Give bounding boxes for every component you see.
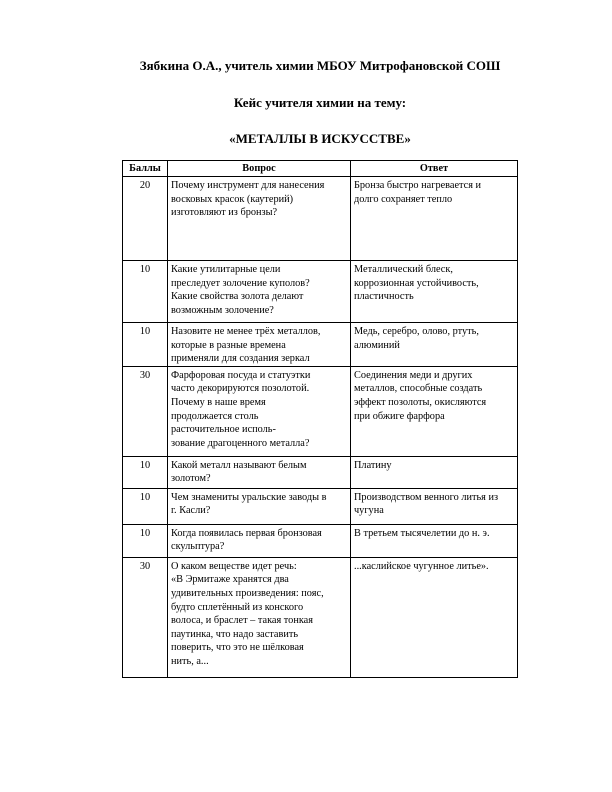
score-cell: 10 [123,524,168,557]
answer-line: Производством венного литья из [354,491,499,503]
table-row [123,557,518,677]
question-line: продолжается столь [171,410,259,422]
question-cell [168,488,351,524]
column-header-answer: Ответ [351,161,518,177]
answer-line: чугуна [354,505,384,517]
score-cell: 10 [123,261,168,323]
column-header-score: Баллы [123,161,168,177]
answer-line: Бронза быстро нагревается и [354,180,482,191]
table-header-row [123,161,518,177]
author-line: Зябкина О.А., учитель химии МБОУ Митрофановской СОШ [139,58,501,73]
question-line: применяли для создания зеркал [171,353,310,365]
question-line: восковых красок (каутерий) [171,193,294,205]
answer-line: эффект позолоты, окисляются [354,396,487,408]
question-line: Какие свойства золота делают [171,291,304,303]
answer-cell [351,456,518,488]
question-line: удивительных произведения: пояс, [171,587,324,599]
answer-line: Металлический блеск, [354,264,453,275]
answer-line: при обжиге фарфора [354,410,445,422]
question-cell [168,524,351,557]
answer-line: коррозионная устойчивость, [354,277,479,289]
answer-line: Соединения меди и других [354,369,473,381]
question-line: поверить, что это не шёлковая [171,642,304,654]
question-line: золотом? [171,473,211,485]
question-line: Чем знамениты уральские заводы в [171,491,327,503]
answer-cell [351,557,518,677]
table-row [123,261,518,323]
answer-line: Медь, серебро, олово, ртуть, [354,326,479,337]
column-header-question: Вопрос [168,161,351,177]
answer-cell [351,177,518,261]
question-line: расточительное исполь- [171,424,276,436]
table-row [123,366,518,456]
question-line: преследует золочение куполов? [171,277,310,289]
answer-cell [351,261,518,323]
document-title: «МЕТАЛЛЫ В ИСКУССТВЕ» [229,131,411,146]
qa-table [122,160,518,678]
question-line: часто декорируются позолотой. [171,383,310,395]
question-line: Какие утилитарные цели [171,264,281,275]
table-row [123,323,518,367]
score-cell: 30 [123,366,168,456]
question-line: изготовляют из бронзы? [171,207,278,219]
answer-cell [351,366,518,456]
question-line: Когда появилась первая бронзовая [171,527,322,539]
question-line: которые в разные времена [171,339,286,351]
question-line: О каком веществе идет речь: [171,560,297,572]
question-cell [168,456,351,488]
question-cell [168,177,351,261]
question-cell [168,557,351,677]
table-row [123,456,518,488]
question-line: возможным золочение? [171,304,274,316]
score-cell: 30 [123,557,168,677]
table-row [123,488,518,524]
question-line: Назовите не менее трёх металлов, [171,326,321,337]
case-subtitle: Кейс учителя химии на тему: [233,95,407,110]
table-row [123,177,518,261]
question-cell [168,323,351,367]
score-cell: 10 [123,456,168,488]
answer-cell [351,323,518,367]
answer-line: долго сохраняет тепло [354,193,453,205]
question-line: зование драгоценного металла? [171,437,310,449]
question-cell [168,366,351,456]
question-line: скульптура? [171,541,225,553]
question-line: волоса, и браслет – такая тонкая [171,615,313,627]
question-line: Фарфоровая посуда и статуэтки [171,369,311,381]
question-cell [168,261,351,323]
answer-line: металлов, способные создать [354,383,483,395]
question-line: паутинка, что надо заставить [171,628,299,640]
question-line: «В Эрмитаже хранятся два [171,574,289,586]
question-line: Какой металл называют белым [171,459,307,471]
answer-cell [351,488,518,524]
question-line: Почему в наше время [171,396,266,408]
answer-line: ...каслийское чугунное литье». [354,560,489,572]
question-line: г. Касли? [171,505,211,517]
answer-line: Платину [354,459,392,471]
table-row [123,524,518,557]
answer-line: пластичность [354,291,414,303]
answer-cell [351,524,518,557]
score-cell: 10 [123,323,168,367]
question-line: нить, а... [171,655,209,667]
question-line: Почему инструмент для нанесения [171,180,325,191]
score-cell: 20 [123,177,168,261]
answer-line: алюминий [354,339,400,351]
answer-line: В третьем тысячелетии до н. э. [354,527,490,539]
question-line: будто сплетённый из конского [171,601,304,613]
score-cell: 10 [123,488,168,524]
